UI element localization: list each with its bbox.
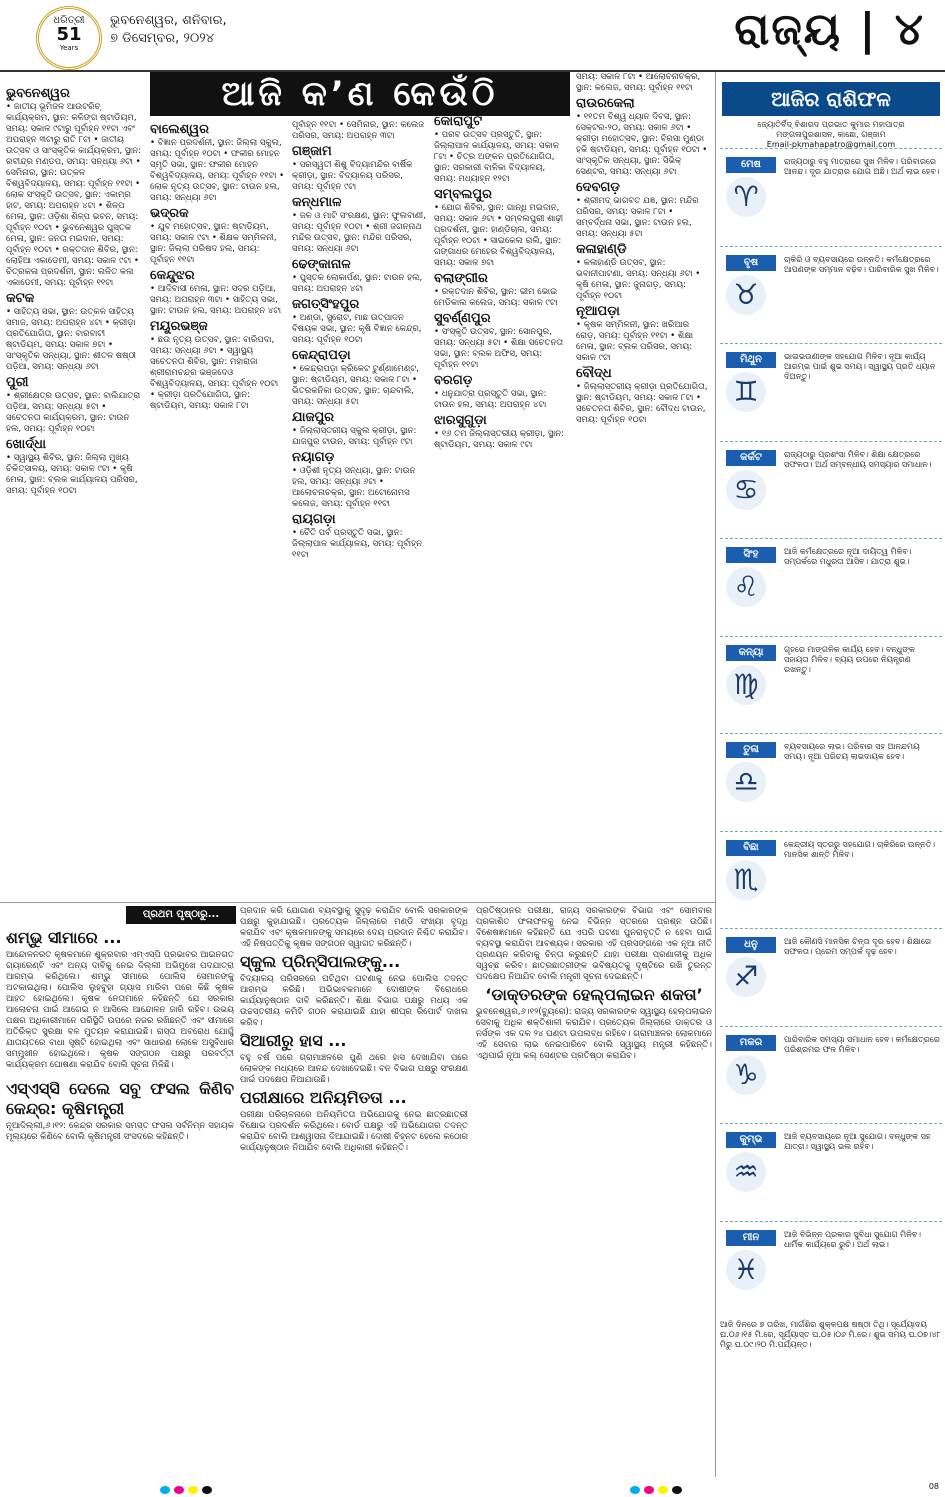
anniversary-logo xyxy=(36,6,102,70)
horoscope-item xyxy=(720,343,942,436)
print-marks-footer xyxy=(0,1482,945,1497)
section-title: ରାଜ୍ୟ | ୪ xyxy=(734,4,925,55)
event-list: • ଛଉ ନୃତ୍ୟ ଉତ୍ସବ, ସ୍ଥାନ: ବାରିପଦା, ସମୟ: ସନ୍ଧ୍ୟା ୬ଟା • ସ୍ୱାସ୍ଥ୍ୟ ସଚେତନତା ଶିବିର, ସ୍ଥାନ: ମହାରାଜା ଶ୍ରୀରାମଚନ୍ଦ୍ର ଭଞ୍ଜଦେଓ ବିଶ୍ୱବିଦ୍ୟାଳୟ, ସମୟ: ପୂର୍ବାହ୍ନ ୧୦ଟା • କ୍ରୀଡ଼ା ପ୍ରତିଯୋଗିତା, ସ୍ଥାନ: ଷ୍ଟାଡିୟମ, ସମୟ: ସକାଳ ୮ଟା xyxy=(150,335,279,411)
city-heading: ସମ୍ବଲପୁର xyxy=(434,187,492,202)
horoscope-item xyxy=(720,831,942,924)
zodiac-name-badge: ସିଂହ xyxy=(726,547,776,563)
lower-column-1 xyxy=(6,926,234,1478)
black-swatch xyxy=(202,1486,212,1494)
event-list: • କେନ୍ଦ୍ରାପଡ଼ା କ୍ରିକେଟ ଟୁର୍ଣ୍ଣାମେଣ୍ଟ, ସ୍ଥାନ: ଷ୍ଟାଡିୟମ, ସମୟ: ସକାଳ ୮ଟା • ଭିତରକନିକା ଉତ୍ସବ, ସ୍ଥାନ: ଚାନ୍ଦବାଲି, ସମୟ: ସନ୍ଧ୍ୟା ୫ଟା xyxy=(292,364,419,407)
horoscope-text: ରାଜ୍ୟଠାରୁ ବହୁ ମାତ୍ରାରେ ସୁଖ ମିଳିବ। ପରିବାରରେ ଆନନ୍ଦ। ଦୂର ଯାତ୍ରାର ଯୋଗ ଅଛି। ଅର୍ଥ ଲାଭ ହେବ। xyxy=(784,157,940,176)
city-heading: ଖୋର୍ଦ୍ଧା xyxy=(6,437,46,452)
horoscope-byline xyxy=(722,120,940,150)
city-heading: କନ୍ଧମାଳ xyxy=(292,195,342,210)
city-heading: ବରଗଡ଼ xyxy=(434,373,473,388)
event-list: • ରକ୍ତଦାନ ଶିବିର, ସ୍ଥାନ: ଭୀମ ଭୋଇ ମେଡିକାଲ କଲେଜ, ସମୟ: ସକାଳ ୯ଟା xyxy=(434,287,558,308)
city-heading: ଯାଜପୁର xyxy=(292,410,335,425)
zodiac-icon: ♌ xyxy=(726,567,766,607)
city-heading: ବୌଦ୍ଧ xyxy=(576,366,612,381)
zodiac-name-badge: ମୀନ xyxy=(726,1230,776,1246)
article-body: ନୂଆଦିଲ୍ଲୀ,୬।୧୨: କେନ୍ଦ୍ର ସରକାର ସମସ୍ତ ଫସଲ ସର୍ବନିମ୍ନ ସହାୟକ ମୂଲ୍ୟରେ କିଣିବେ ବୋଲି କୃଷିମନ୍ତ୍ରୀ ସଂସଦରେ କହିଛନ୍ତି। xyxy=(6,1121,234,1142)
column-divider xyxy=(715,72,716,1477)
masthead xyxy=(0,0,945,72)
city-heading: କଟକ xyxy=(6,291,35,306)
article-heading: ପରୀକ୍ଷାରେ ଅନିୟମିତତା ... xyxy=(240,1088,407,1107)
city-heading: ଝାରସୁଗୁଡ଼ା xyxy=(434,413,487,428)
city-heading: ବାଲେଶ୍ୱର xyxy=(150,122,209,137)
horoscope-text: କେନ୍ଦ୍ରୀୟ ସ୍ତରରୁ ସହଯୋଗ। ଚାକିରିରେ ଉନ୍ନତି। ମାନସିକ ଶାନ୍ତି ମିଳିବ। xyxy=(784,839,935,859)
horoscope-text: ଗୃହରେ ମାଙ୍ଗଳିକ କାର୍ଯ୍ୟ ହେବ। ବନ୍ଧୁଙ୍କ ସହାୟତା ମିଳିବ। ବ୍ୟୟ ଉପରେ ନିୟନ୍ତ୍ରଣ ରଖନ୍ତୁ। xyxy=(784,644,915,674)
horoscope-item xyxy=(720,441,942,534)
magenta-swatch xyxy=(644,1486,654,1494)
zodiac-name-badge: ମିଥୁନ xyxy=(726,352,776,368)
horoscope-item xyxy=(720,1026,942,1119)
city-heading: ନୂଆପଡ଼ା xyxy=(576,304,620,319)
article-body: ଭୁବନେଶ୍ୱର,୬।୧୨(ବ୍ୟୁରୋ): ରାଜ୍ୟ ସରକାରଙ୍କ ସ୍ୱାସ୍ଥ୍ୟ ହେଲ୍‌ପଲାଇନ ସେବାକୁ ଅଧିକ ଶକ୍ତିଶାଳୀ କରାଯିବ। ପ୍ରତ୍ୟେକ ଜିଲ୍ଲାରେ ଡାକ୍ତର ଓ ନର୍ସଙ୍କ ଏକ ଦଳ ୨୪ ଘଣ୍ଟା ଉପଲବ୍ଧ ରହିବେ। ଗ୍ରାମାଞ୍ଚଳର ଲୋକମାନେ ଏହି ସେବାର ଲାଭ ନେଇପାରିବେ ବୋଲି ସ୍ୱାସ୍ଥ୍ୟ ମନ୍ତ୍ରୀ କହିଛନ୍ତି। ଏଥିପାଇଁ ନୂଆ କଲ୍ ସେଣ୍ଟର ପ୍ରତିଷ୍ଠା କରାଯିବ। xyxy=(476,1007,712,1061)
astrologer-email: Email-pkmahapatro@gmail.com xyxy=(766,140,896,149)
article-heading: ଶମ୍ଭୁ ସୀମାରେ ... xyxy=(6,928,122,947)
dateline-date: ୭ ଡିସେମ୍ବର, ୨୦୨୪ xyxy=(110,31,215,46)
logo-top-text: ଧରିତ୍ରୀ xyxy=(53,15,85,26)
horoscope-item xyxy=(720,733,942,826)
lower-column-3 xyxy=(476,906,712,1478)
horoscope-text: ପାରିବାରିକ ସମସ୍ୟା ସମାଧାନ ହେବ। କର୍ମକ୍ଷେତ୍ରରେ ପରିଶ୍ରମର ଫଳ ମିଳିବ। xyxy=(784,1034,940,1054)
city-heading: କୋରାପୁଟ xyxy=(434,114,483,129)
city-heading: କଳାହାଣ୍ଡି xyxy=(576,242,627,257)
horoscope-text: ଆଜି କର୍ମକ୍ଷେତ୍ରରେ ନୂଆ ଦାୟିତ୍ୱ ମିଳିବ। ସମ୍ପର୍କରେ ମଧୁରତା ଆସିବ। ଯାତ୍ରା ଶୁଭ। xyxy=(784,547,912,566)
cyan-swatch xyxy=(160,1486,170,1494)
city-heading: ଢେଙ୍କାନାଳ xyxy=(292,257,351,272)
event-list: ସମୟ: ସକାଳ ୮ଟା • ଆଲୋଚନାଚକ୍ର, ସ୍ଥାନ: କଲେଜ, ସମୟ: ପୂର୍ବାହ୍ନ ୧୧ଟା xyxy=(576,72,701,93)
event-list: • କୃଷକ ସମ୍ମିଳନୀ, ସ୍ଥାନ: ଖରିଆର ରୋଡ଼, ସମୟ: ପୂର୍ବାହ୍ନ ୧୧ଟା • ଶିକ୍ଷା ମେଳା, ସ୍ଥାନ: ବ୍ଲକ ପରିସର, ସମୟ: ସକାଳ ୯ଟା xyxy=(576,320,694,363)
logo-years: Years xyxy=(59,44,79,52)
zodiac-name-badge: ବିଛା xyxy=(726,840,776,856)
article-heading: ଏସ୍‌ଏସ୍‌ସି ଦେଲେ ସବୁ ଫସଲ କିଣିବ କେନ୍ଦ୍ର: କୃଷିମନ୍ତ୍ରୀ xyxy=(6,1079,234,1118)
article-heading: ସ୍କୁଲ ପ୍ରିନ୍ସିପାଲଙ୍କୁ... xyxy=(240,952,401,971)
horoscope-text: ଆଜି ବ୍ୟବସାୟରେ ନୂଆ ସୁଯୋଗ। ବନ୍ଧୁଙ୍କ ସହ ଯାତ୍ରା। ସ୍ୱାସ୍ଥ୍ୟ ଭଲ ରହିବ। xyxy=(784,1132,931,1151)
cyan-swatch xyxy=(630,1486,640,1494)
zodiac-icon: ♎ xyxy=(726,762,766,802)
horoscope-item xyxy=(720,148,942,241)
event-list: • ଓଡ଼ିଶୀ ନୃତ୍ୟ ସନ୍ଧ୍ୟା, ସ୍ଥାନ: ଟାଉନ ହଲ, ସମୟ: ସନ୍ଧ୍ୟା ୬ଟା • ଆଲୋଚନାଚକ୍ର, ସ୍ଥାନ: ଅଟୋନୋମସ କଲେଜ, ସମୟ: ପୂର୍ବାହ୍ନ ୧୧ଟା xyxy=(292,466,416,509)
event-list: • ଜିଲ୍ଲାସ୍ତରୀୟ ସ୍କୁଲ କ୍ରୀଡ଼ା, ସ୍ଥାନ: ଯାଜପୁର ଟାଉନ, ସମୟ: ପୂର୍ବାହ୍ନ ୯ଟା xyxy=(292,426,417,447)
city-heading: ରାୟଗଡ଼ା xyxy=(292,512,336,527)
event-list: • ଜଳ ଓ ମାଟି ସଂରକ୍ଷଣ, ସ୍ଥାନ: ଫୁଲବାଣୀ, ସମୟ: ପୂର୍ବାହ୍ନ ୧୦ଟା • ଶ୍ରୀ ଜଗନ୍ନାଥ ମନ୍ଦିର ଉତ୍ସବ, ସ୍ଥାନ: ମନ୍ଦିର ପରିସର, ସମୟ: ସନ୍ଧ୍ୟା ୬ଟା xyxy=(292,211,426,254)
lower-column-2 xyxy=(240,906,468,1478)
horoscope-text: ଭାଇଭଉଣୀଙ୍କ ସହଯୋଗ ମିଳିବ। ନୂଆ କାର୍ଯ୍ୟ ଆରମ୍ଭ ପାଇଁ ଶୁଭ ସମୟ। ସ୍ୱାସ୍ଥ୍ୟ ପ୍ରତି ଧ୍ୟାନ ଦିଅନ୍ତୁ। xyxy=(784,352,936,381)
zodiac-icon: ♈ xyxy=(726,177,766,217)
zodiac-name-badge: ଧନୁ xyxy=(726,937,776,953)
event-list: • ପୁସ୍ତକ ଲୋକାର୍ପଣ, ସ୍ଥାନ: ଟାଉନ ହଲ, ସମୟ: ଅପରାହ୍ନ ୪ଟା xyxy=(292,273,423,294)
article-body: ପ୍ରଦାନ କରି ଯୋଗାଣ ବ୍ୟବସ୍ଥାକୁ ସୁଦୃଢ଼ କରାଯିବ ବୋଲି ସରକାରଙ୍କ ପକ୍ଷରୁ କୁହାଯାଇଛି। ପ୍ରତ୍ୟେକ ଜିଲ୍ଲାରେ ମଣ୍ଡି ସଂଖ୍ୟା ବୃଦ୍ଧି କରାଯିବ ଏବଂ କୃଷକମାନଙ୍କୁ ସମୟରେ ଦେୟ ପ୍ରଦାନ ନିଶ୍ଚିତ କରାଯିବ। ଏହି ନିଷ୍ପତ୍ତିକୁ କୃଷକ ସଙ୍ଗଠନ ସ୍ୱାଗତ କରିଛନ୍ତି। xyxy=(240,906,468,949)
section-divider xyxy=(0,902,715,903)
continued-tag: ପ୍ରଥମ ପୃଷ୍ଠାରୁ... xyxy=(126,906,236,924)
city-heading: ଗଞ୍ଜାମ xyxy=(292,144,332,159)
event-list: • କଳାହାଣ୍ଡି ଉତ୍ସବ, ସ୍ଥାନ: ଭବାନୀପାଟଣା, ସମୟ: ସନ୍ଧ୍ୟା ୬ଟା • କୃଷି ମେଳା, ସ୍ଥାନ: ଜୁନାଗଡ଼, ସମୟ: ପୂର୍ବାହ୍ନ ୧୦ଟା xyxy=(576,258,701,301)
events-banner: ଆଜି କ’ଣ କେଉଁଠି xyxy=(150,72,570,116)
event-list: • ପରବ ଉତ୍ସବ ପ୍ରସ୍ତୁତି, ସ୍ଥାନ: ଜିଲ୍ଲାପାଳ କାର୍ଯ୍ୟାଳୟ, ସମୟ: ସକାଳ ୮ଟା • ଚିତ୍ର ଅଙ୍କନ ପ୍ରତିଯୋଗିତା, ସ୍ଥାନ: ସରକାରୀ ବାଳିକା ବିଦ୍ୟାଳୟ, ସମୟ: ମଧ୍ୟାହ୍ନ ୧୨ଟା xyxy=(434,130,559,184)
city-heading: ବଲାଙ୍ଗୀର xyxy=(434,271,488,286)
zodiac-icon: ♉ xyxy=(726,275,766,315)
zodiac-icon: ♑ xyxy=(726,1055,766,1095)
horoscope-item xyxy=(720,538,942,631)
event-list: • ସାହିତ୍ୟ ସଭା, ସ୍ଥାନ: ଉତ୍କଳ ସାହିତ୍ୟ ସମାଜ, ସମୟ: ଅପରାହ୍ନ ୪ଟା • କ୍ରୀଡ଼ା ପ୍ରତିଯୋଗିତା, ସ୍ଥାନ: ବାରବାଟୀ ଷ୍ଟାଡିୟମ, ସମୟ: ସକାଳ ୭ଟା • ସାଂସ୍କୃତିକ ସନ୍ଧ୍ୟା, ସ୍ଥାନ: ଶୀତଳ ଷଷ୍ଠୀ ପଡ଼ିଆ, ସମୟ: ସନ୍ଧ୍ୟା ୬ଟା xyxy=(6,307,136,372)
event-list: • ଯୁବ ମହୋତ୍ସବ, ସ୍ଥାନ: ଷ୍ଟାଡିୟମ, ସମୟ: ସକାଳ ୯ଟା • ଶିକ୍ଷକ ସମ୍ମିଳନୀ, ସ୍ଥାନ: ଜିଲ୍ଲା ପରିଷଦ ହଲ, ସମୟ: ପୂର୍ବାହ୍ନ ୧୧ଟା xyxy=(150,222,277,265)
city-heading: କେନ୍ଦ୍ରାପଡ଼ା xyxy=(292,348,351,363)
horoscope-title: ଆଜିର ରାଶିଫଳ xyxy=(722,82,940,116)
city-heading: ଭୁବନେଶ୍ୱର xyxy=(6,86,70,101)
city-heading: କେନ୍ଦୁଝର xyxy=(150,268,195,283)
zodiac-icon: ♐ xyxy=(726,957,766,997)
event-list: • ଚୈତି ପର୍ବ ପ୍ରସ୍ତୁତି ସଭା, ସ୍ଥାନ: ଜିଲ୍ଲାପାଳ କାର୍ଯ୍ୟାଳୟ, ସମୟ: ପୂର୍ବାହ୍ନ ୧୧ଟା xyxy=(292,528,422,560)
horoscope-item xyxy=(720,1221,942,1314)
events-column-2 xyxy=(150,120,285,900)
event-list: • ଶ୍ରୀମଦ୍ ଭାଗବତ ଯଜ୍ଞ, ସ୍ଥାନ: ମନ୍ଦିର ପରିସର, ସମୟ: ସକାଳ ୮ଟା • ସମ୍ବର୍ଦ୍ଧନା ସଭା, ସ୍ଥାନ: ଟାଉନ ହଲ, ସମୟ: ସନ୍ଧ୍ୟା ୫ଟା xyxy=(576,196,699,239)
horoscope-text: ଆଜି ବିଭିନ୍ନ ପ୍ରକାର ସୁବିଧା ସୁଯୋଗ ମିଳିବ। ଧାର୍ମିକ କାର୍ଯ୍ୟରେ ରୁଚି। ଅର୍ଥ ଲାଭ। xyxy=(784,1229,921,1249)
article-body: ଆନ୍ଦୋଳନରତ କୃଷକମାନେ ଶୁକ୍ରବାର ଏମ୍‌ଏସ୍‌ପି ପ୍ରଭାବର ଆଇନଗତ ଗ୍ୟାରେଣ୍ଟି ଏବଂ ଅନ୍ୟ ଦାବିକୁ ନେଇ ଦିଲ୍ଲୀ ଅଭିମୁଖେ ପଦଯାତ୍ରା ଆରମ୍ଭ କରିଥିଲେ। ଶମ୍ଭୁ ସୀମାରେ ପୋଲିସ ସେମାନଙ୍କୁ ଅଟକାଇଥିଲା। ପୋଲିସ ଲୁହବୁହା ଗ୍ୟାସ ମାରିବା ପରେ କିଛି କୃଷକ ଆହତ ହୋଇଥିଲେ। କୃଷକ ନେତାମାନେ କହିଛନ୍ତି ଯେ ସରକାର ଆଲୋଚନା ପାଇଁ ଆଗେଇ ନ ଆସିଲେ ଆନ୍ଦୋଳନ ଜାରି ରହିବ। ଉଭୟ ପକ୍ଷର ଅଧିକାରୀମାନେ ପରିସ୍ଥିତି ଉପରେ ନଜର ରଖିଛନ୍ତି ଏବଂ ସୀମାରେ ଅତିରିକ୍ତ ସୁରକ୍ଷା ବଳ ମୁତୟନ କରାଯାଇଛି। ରାସ୍ତା ଅବରୋଧ ଯୋଗୁଁ ଯାତାୟତରେ ବାଧା ସୃଷ୍ଟି ହୋଇଥିଲା ଏବଂ ସାଧାରଣ ଲୋକେ ଅସୁବିଧାର ସମ୍ମୁଖୀନ ହୋଇଥିଲେ। କୃଷକ ସଙ୍ଗଠନ ପକ୍ଷରୁ ପରବର୍ତ୍ତୀ କାର୍ଯ୍ୟକ୍ରମ ଘୋଷଣା କରାଯିବ ବୋଲି ସୂଚନା ମିଳିଛି। xyxy=(6,950,234,1070)
city-heading: ଜଗତ୍‌ସିଂହପୁର xyxy=(292,297,360,312)
events-column-1 xyxy=(6,84,141,894)
events-column-5 xyxy=(576,72,711,900)
events-column-4 xyxy=(434,112,569,900)
zodiac-name-badge: ତୁଳା xyxy=(726,742,776,758)
article-heading: ସିଆରୀରୁ ହାସ ... xyxy=(240,1031,347,1050)
logo-number: 51 xyxy=(56,24,82,45)
horoscope-text: ଆଜି କୌଣସି ମାନସିକ ଚିନ୍ତା ଦୂର ହେବ। ଶିକ୍ଷାରେ ସଫଳତା। ପ୍ରେମ ସମ୍ପର୍କ ଦୃଢ଼ ହେବ। xyxy=(784,937,931,956)
horoscope-item xyxy=(720,1123,942,1216)
horoscope-item xyxy=(720,636,942,729)
city-heading: ମୟୂରଭଞ୍ଜ xyxy=(150,319,208,334)
zodiac-icon: ♋ xyxy=(726,470,766,510)
zodiac-name-badge: କନ୍ୟା xyxy=(726,645,776,661)
article-body: ବିଦ୍ୟାଳୟ ପରିସରରେ ଘଟିଥିବା ଘଟଣାକୁ ନେଇ ପୋଲିସ ତଦନ୍ତ ଆରମ୍ଭ କରିଛି। ଅଭିଭାବକମାନେ ଦୋଷୀଙ୍କ ବିରୋଧରେ କାର୍ଯ୍ୟାନୁଷ୍ଠାନ ଦାବି କରିଛନ୍ତି। ଶିକ୍ଷା ବିଭାଗ ପକ୍ଷରୁ ମଧ୍ୟ ଏକ ଉଚ୍ଚସ୍ତରୀୟ କମିଟି ଗଠନ କରାଯାଇଛି ଯାହା ଶୀଘ୍ର ରିପୋର୍ଟ ଦାଖଲ କରିବ। xyxy=(240,974,468,1028)
event-list: • ୧୬ ତମ ଜିଲ୍ଲାସ୍ତରୀୟ କ୍ରୀଡ଼ା, ସ୍ଥାନ: ଷ୍ଟାଡିୟମ, ସମୟ: ସକାଳ ୯ଟା xyxy=(434,429,565,450)
zodiac-name-badge: ମେଷ xyxy=(726,157,776,173)
article-body: ବହୁ ବର୍ଷ ପରେ ଗ୍ରାମାଞ୍ଚଳରେ ପୁଣି ଥରେ ହାସ ଦେଖାଯିବା ପରେ ଲୋକଙ୍କ ମଧ୍ୟରେ ଆନନ୍ଦ ଦେଖାଦେଇଛି। ବନ ବିଭାଗ ପକ୍ଷରୁ ସଂରକ୍ଷଣ ପାଇଁ ପଦକ୍ଷେପ ନିଆଯାଉଛି। xyxy=(240,1053,468,1085)
astrologer-address: ମଙ୍ଗଳାପୁରଶାସନ, କାଛୋ, ଗଞ୍ଜାମ xyxy=(776,130,886,139)
horoscope-text: ଚାକିରି ଓ ବ୍ୟବସାୟରେ ଉନ୍ନତି। କର୍ମକ୍ଷେତ୍ରରେ ଆପଣଙ୍କ ସମ୍ମାନ ବଢ଼ିବ। ପାରିବାରିକ ସୁଖ ମିଳିବ। xyxy=(784,254,939,274)
city-heading: ପୁରୀ xyxy=(6,375,29,390)
panchang-note: ଆଜି ଦିନରେ ୭ ତାରିଖ, ମାର୍ଗଶିର ଶୁକ୍ଳପକ୍ଷ ଷଷ୍ଠୀ ତିଥି। ସୂର୍ଯ୍ୟୋଦୟ ଘ.୦୬।୧୫ ମି.ରେ, ସୂର୍ଯ୍ୟାସ୍ତ ଘ.୦୫।୦୬ ମି.ରେ। ଶୁଭ ସମୟ ଘ.୦୭।୪୮ ମିରୁ ଘ.୦୯।୨୦ ମି.ପର୍ଯ୍ୟନ୍ତ। xyxy=(720,1320,941,1349)
city-heading: ଭଦ୍ରକ xyxy=(150,206,189,221)
city-heading: ନୟାଗଡ଼ xyxy=(292,450,335,465)
horoscope-text: ବ୍ୟବସାୟରେ ଲାଭ। ପରିବାର ସହ ଆନନ୍ଦମୟ ସମୟ। ନୂଆ ପରିଚୟ ଲାଭଦାୟକ ହେବ। xyxy=(784,742,920,761)
event-list: • ସ୍ୱାସ୍ଥ୍ୟ ଶିବିର, ସ୍ଥାନ: ଜିଲ୍ଲା ମୁଖ୍ୟ ଚିକିତ୍ସାଳୟ, ସମୟ: ସକାଳ ୯ଟା • କୃଷି ମେଳା, ସ୍ଥାନ: ବ୍ଲକ କାର୍ଯ୍ୟାଳୟ ପରିସର, ସମୟ: ପୂର୍ବାହ୍ନ ୧୦ଟା xyxy=(6,453,138,496)
black-swatch xyxy=(672,1486,682,1494)
zodiac-name-badge: କୁମ୍ଭ xyxy=(726,1132,776,1148)
city-heading: ଦେବଗଡ଼ xyxy=(576,180,620,195)
dateline-day: ଭୁବନେଶ୍ୱର, ଶନିବାର, xyxy=(110,13,227,28)
event-list: • ଅଣ୍ଡା, ସ୍ପ୍ରୋଟ, ମାଛ ଉତ୍ପାଦନ ବିଷୟକ ସଭା, ସ୍ଥାନ: କୃଷି ବିଜ୍ଞାନ କେନ୍ଦ୍ର, ସମୟ: ପୂର୍ବାହ୍ନ ୧୦ଟା xyxy=(292,313,422,345)
zodiac-name-badge: ବୃଷ xyxy=(726,255,776,271)
page-number: 08 xyxy=(928,1482,939,1491)
horoscope-text: ରାଜ୍ୟଠାରୁ ପ୍ରଶଂସା ମିଳିବ। ଶିକ୍ଷା କ୍ଷେତ୍ରରେ ସଫଳତା। ଅର୍ଥ ସମ୍ବନ୍ଧୀୟ ସମସ୍ୟାର ସମାଧାନ। xyxy=(784,449,932,469)
article-body: ପରୀକ୍ଷା ପରିଚାଳନାରେ ଅନିୟମିତତା ଅଭିଯୋଗକୁ ନେଇ ଛାତ୍ରଛାତ୍ରୀ ବିକ୍ଷୋଭ ପ୍ରଦର୍ଶନ କରିଥିଲେ। ବୋର୍ଡ ପକ୍ଷରୁ ଏହି ଅଭିଯୋଗର ତଦନ୍ତ କରାଯିବ ବୋଲି ଆଶ୍ୱାସନା ଦିଆଯାଇଛି। ଦୋଷୀ ଚିହ୍ନଟ ହେଲେ କଠୋର କାର୍ଯ୍ୟାନୁଷ୍ଠାନ ନିଆଯିବ ବୋଲି ଅଧିକାରୀ କହିଛନ୍ତି। xyxy=(240,1110,468,1153)
event-list: ପୂର୍ବାହ୍ନ ୧୧ଟା • ସେମିନାର, ସ୍ଥାନ: କଲେଜ ପରିସର, ସମୟ: ଅପରାହ୍ନ ୩ଟା xyxy=(292,120,425,141)
horoscope-item xyxy=(720,928,942,1021)
astrologer-name: ଜ୍ୟୋତିର୍ବିଦ୍ ବିଶାରଦ ପ୍ରଭାତ କୁମାର ମହାପାତ୍ର xyxy=(757,120,905,129)
magenta-swatch xyxy=(174,1486,184,1494)
event-list: • ସଂସ୍କୃତି ଉତ୍ସବ, ସ୍ଥାନ: ସୋନପୁର, ସମୟ: ସନ୍ଧ୍ୟା ୫ଟା • ଶିକ୍ଷା ସଚେତନତା ସଭା, ସ୍ଥାନ: ବ୍ଲକ ଅଫିସ, ସମୟ: ପୂର୍ବାହ୍ନ ୧୧ଟା xyxy=(434,327,564,370)
event-list: • ଜିଲ୍ଲାସ୍ତରୀୟ କ୍ରୀଡ଼ା ପ୍ରତିଯୋଗିତା, ସ୍ଥାନ: ଷ୍ଟାଡିୟମ, ସମୟ: ସକାଳ ୮ଟା • ସଚେତନତା ଶିବିର, ସ୍ଥାନ: ବୌଦ୍ଧ ଟାଉନ, ସମୟ: ପୂର୍ବାହ୍ନ ୧୦ଟା xyxy=(576,382,708,425)
yellow-swatch xyxy=(188,1486,198,1494)
event-list: • ଯୋଗ ଶିବିର, ସ୍ଥାନ: ଗାନ୍ଧି ମଇଦାନ, ସମୟ: ସକାଳ ୬ଟା • ସମ୍ବଲପୁରୀ ଶାଢ଼ୀ ପ୍ରଦର୍ଶନୀ, ସ୍ଥାନ: ହାଣ୍ଡିଚାଲ, ସମୟ: ପୂର୍ବାହ୍ନ ୧୦ଟା • ସାଇକେଲ ରାଲି, ସ୍ଥାନ: ଗଙ୍ଗାଧର ମେହେର ବିଶ୍ୱବିଦ୍ୟାଳୟ, ସମୟ: ସକାଳ ୭ଟା xyxy=(434,203,564,268)
event-list: • ଜାତୀୟ ଭୂମିଜଳ ଆଉଟରିଚ୍ କାର୍ଯ୍ୟକ୍ରମ, ସ୍ଥାନ: କଳିଙ୍ଗ ଷ୍ଟାଡିୟମ, ସମୟ: ସକାଳ ୯ଟାରୁ ପୂର୍ବାହ୍ନ ୧୧ଟା ଏବଂ ଅପରାହ୍ନ ୩ଟାରୁ ରାତି ୮ଟା • ଜାତୀୟ ଉତ୍ସବ ଓ ସାଂସ୍କୃତିକ କାର୍ଯ୍ୟକ୍ରମ, ସ୍ଥାନ: ରବୀନ୍ଦ୍ର ମଣ୍ଡପ, ସମୟ: ସନ୍ଧ୍ୟା ୬ଟା • ସେମିନାର, ସ୍ଥାନ: ଉତ୍କଳ ବିଶ୍ୱବିଦ୍ୟାଳୟ, ସମୟ: ପୂର୍ବାହ୍ନ ୧୧ଟା • ଲୋକ ସଂସ୍କୃତି ଉତ୍ସବ, ସ୍ଥାନ: ଏକାମ୍ର ହାଟ, ସମୟ: ଅପରାହ୍ନ ୪ଟା • ଶିଳ୍ପ ମେଳା, ସ୍ଥାନ: ଓଡ଼ିଶା ଶିଳ୍ପ ଭବନ, ସମୟ: ପୂର୍ବାହ୍ନ ୧୦ଟା • ଭୁବନେଶ୍ୱର ପୁସ୍ତକ ମେଳା, ସ୍ଥାନ: ଜନତା ମଇଦାନ, ସମୟ: ପୂର୍ବାହ୍ନ ୧୦ଟା • ରକ୍ତଦାନ ଶିବିର, ସ୍ଥାନ: ଲୋହିଆ ଏକାଡେମୀ, ସମୟ: ସକାଳ ୯ଟା • ଚିତ୍ରକଳା ପ୍ରଦର୍ଶନୀ, ସ୍ଥାନ: ଲଳିତ କଳା ଏକାଡେମୀ, ସମୟ: ପୂର୍ବାହ୍ନ ୧୧ଟା xyxy=(6,102,141,288)
zodiac-icon: ♊ xyxy=(726,372,766,412)
event-list: • ଆଦିବାସୀ ମେଳା, ସ୍ଥାନ: ସଦର ପଡ଼ିଆ, ସମୟ: ଅପରାହ୍ନ ୩ଟା • ସାହିତ୍ୟ ସଭା, ସ୍ଥାନ: ଟାଉନ ହଲ, ସମୟ: ଅପରାହ୍ନ ୪ଟା xyxy=(150,284,282,316)
city-heading: ସୁବର୍ଣ୍ଣପୁର xyxy=(434,311,491,326)
dateline xyxy=(110,12,227,48)
event-list: • ୧୧ତମ ବିଶ୍ୱ ଧ୍ୟାନ ଦିବସ, ସ୍ଥାନ: ସେକ୍ଟର-୨୦, ସମୟ: ସକାଳ ୬ଟା • କ୍ରୀଡ଼ା ମହୋତ୍ସବ, ସ୍ଥାନ: ବିରସା ମୁଣ୍ଡା ହକି ଷ୍ଟାଡିୟମ, ସମୟ: ପୂର୍ବାହ୍ନ ୧୦ଟା • ସାଂସ୍କୃତିକ ସନ୍ଧ୍ୟା, ସ୍ଥାନ: ସିଭିକ୍ ସେଣ୍ଟର, ସମୟ: ସନ୍ଧ୍ୟା ୬ଟା xyxy=(576,112,708,177)
event-list: • ଧନୁଯାତ୍ରା ପ୍ରସ୍ତୁତି ସଭା, ସ୍ଥାନ: ଟାଉନ ହଲ, ସମୟ: ଅପରାହ୍ନ ୪ଟା xyxy=(434,389,547,410)
zodiac-name-badge: ମକର xyxy=(726,1035,776,1051)
zodiac-icon: ♏ xyxy=(726,860,766,900)
zodiac-name-badge: କର୍କଟ xyxy=(726,450,776,466)
event-list: • ବିଜ୍ଞାନ ପ୍ରଦର୍ଶନୀ, ସ୍ଥାନ: ଜିଲ୍ଲା ସ୍କୁଲ, ସମୟ: ପୂର୍ବାହ୍ନ ୧୦ଟା • ଫକୀର ମୋହନ ସ୍ମୃତି ସଭା, ସ୍ଥାନ: ଫକୀର ମୋହନ ବିଶ୍ୱବିଦ୍ୟାଳୟ, ସମୟ: ପୂର୍ବାହ୍ନ ୧୧ଟା • ଲୋକ ନୃତ୍ୟ ଉତ୍ସବ, ସ୍ଥାନ: ଟାଉନ ହଲ, ସମୟ: ସନ୍ଧ୍ୟା ୬ଟା xyxy=(150,138,285,203)
article-body: ପ୍ରତିଷ୍ଠାନର ପରୀକ୍ଷା, ରାଜ୍ୟ ସରକାରଙ୍କ ବିଭାଗ ଏବଂ ସୋମବାର ପ୍ରକାଶିତ ଫଳାଫଳକୁ ନେଇ ବିଭିନ୍ନ ସ୍ତରରେ ପ୍ରଶ୍ନ ଉଠିଛି। ବିଶେଷଜ୍ଞମାନେ କହିଛନ୍ତି ଯେ ଏପରି ଘଟଣା ପୁନରାବୃତ୍ତି ନ ହେବା ପାଇଁ ବ୍ୟବସ୍ଥା କରାଯିବା ଆବଶ୍ୟକ। ସରକାର ଏହି ପ୍ରସଙ୍ଗରେ ଏକ ନୂଆ ନୀତି ପ୍ରଣୟନ କରିବାକୁ ଚିନ୍ତା କରୁଛନ୍ତି ଯାହା ପରୀକ୍ଷା ପ୍ରଣାଳୀକୁ ଅଧିକ ସ୍ୱଚ୍ଛ କରିବ। ଛାତ୍ରଛାତ୍ରୀଙ୍କ ଭବିଷ୍ୟତକୁ ଦୃଷ୍ଟିରେ ରଖି ତୁରନ୍ତ ପଦକ୍ଷେପ ନିଆଯିବ ବୋଲି ମନ୍ତ୍ରୀ ସୂଚନା ଦେଇଛନ୍ତି। xyxy=(476,906,712,982)
event-list: • ସରସ୍ୱତୀ ଶିଶୁ ବିଦ୍ୟାମନ୍ଦିର ବାର୍ଷିକ କ୍ରୀଡ଼ା, ସ୍ଥାନ: ବିଦ୍ୟାଳୟ ପରିସର, ସମୟ: ପୂର୍ବାହ୍ନ ୯ଟା xyxy=(292,160,413,192)
zodiac-icon: ♓ xyxy=(726,1250,766,1290)
event-list: • ଶ୍ରୀକ୍ଷେତ୍ର ଉତ୍ସବ, ସ୍ଥାନ: ବାଲିଯାତ୍ରା ପଡ଼ିଆ, ସମୟ: ସନ୍ଧ୍ୟା ୫ଟା • ସଚେତନତା କାର୍ଯ୍ୟକ୍ରମ, ସ୍ଥାନ: ଟାଉନ ହଲ, ସମୟ: ପୂର୍ବାହ୍ନ ୧୦ଟା xyxy=(6,391,141,434)
yellow-swatch xyxy=(658,1486,668,1494)
article-heading: ‘ଡାକ୍ତରଙ୍କ ହେଲ୍‌ପଲାଇନ ଶକତା’ xyxy=(485,985,703,1004)
events-column-3 xyxy=(292,120,427,900)
city-heading: ରାଉରକେଲା xyxy=(576,96,635,111)
zodiac-icon: ♍ xyxy=(726,665,766,705)
horoscope-item xyxy=(720,246,942,339)
zodiac-icon: ♒ xyxy=(726,1152,766,1192)
